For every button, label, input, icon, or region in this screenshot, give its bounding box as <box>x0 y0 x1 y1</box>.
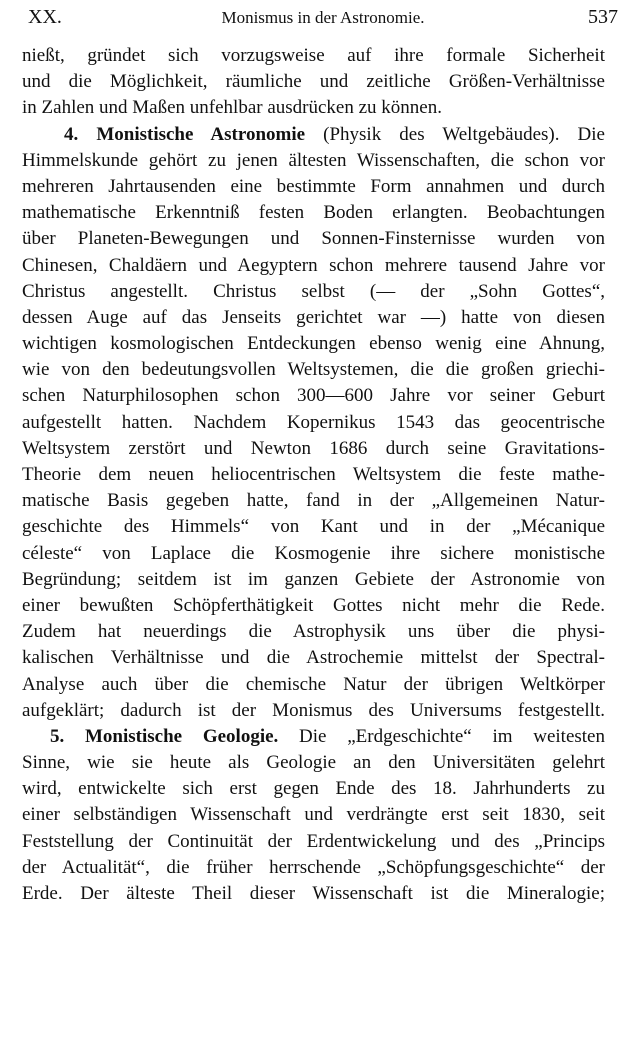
text-line <box>22 855 605 881</box>
text-line <box>22 672 605 698</box>
running-header <box>28 6 618 36</box>
text-line <box>22 436 605 462</box>
line-text: aufgeklärt; dadurch ist der Monismus des Universums festgestellt. <box>22 699 605 721</box>
text-line <box>22 541 605 567</box>
text-line <box>22 698 605 724</box>
section-heading: 5. Monistische Geologie. <box>50 725 279 747</box>
text-line <box>22 200 605 226</box>
line-text: mehreren Jahrtausenden eine bestimmte Form annahmen und durch <box>22 175 605 197</box>
text-line <box>22 619 605 645</box>
text-line <box>22 593 605 619</box>
running-title: Monismus in der Astronomie. <box>221 8 425 27</box>
text-line <box>22 802 605 828</box>
body-text <box>22 43 605 907</box>
line-text: wird, entwickelte sich erst gegen Ende des 18. Jahrhunderts zu <box>22 778 605 800</box>
text-line <box>22 253 605 279</box>
text-line <box>22 122 605 148</box>
line-text: schen Naturphilosophen schon 300—600 Jahre vor seiner Geburt <box>22 385 605 407</box>
line-text: der Actualität“, die früher herrschende „Schöpfungsgeschichte“ der <box>22 856 605 878</box>
line-text: kalischen Verhältnisse und die Astrochemie mittelst der Spectral- <box>22 647 605 669</box>
text-line <box>22 279 605 305</box>
line-text: Weltsystem zerstört und Newton 1686 durch seine Gravitations- <box>22 437 605 459</box>
text-line <box>22 357 605 383</box>
line-text: Feststellung der Continuität der Erdentwickelung und des „Princips <box>22 830 605 852</box>
line-text: Himmelskunde gehört zu jenen ältesten Wissenschaften, die schon vor <box>22 149 605 171</box>
text-line <box>22 331 605 357</box>
line-text: Theorie dem neuen heliocentrischen Weltsystem die feste mathe- <box>22 464 605 485</box>
text-line <box>22 69 605 95</box>
text-line <box>22 567 605 593</box>
line-text: Begründung; seitdem ist im ganzen Gebiete der Astronomie von <box>22 568 605 590</box>
line-text: (Physik des Weltgebäudes). Die <box>305 123 605 145</box>
line-text: und die Möglichkeit, räumliche und zeitliche Größen-Verhältnisse <box>22 71 605 93</box>
line-text: Analyse auch über die chemische Natur der übrigen Weltkörper <box>22 673 605 695</box>
line-text: geschichte des Himmels“ von Kant und in der „Mécanique <box>22 516 605 538</box>
line-text: aufgestellt hatten. Nachdem Kopernikus 1543 das geocentrische <box>22 411 605 433</box>
text-line <box>22 410 605 436</box>
line-text: in Zahlen und Maßen unfehlbar ausdrücken zu können. <box>22 97 442 119</box>
text-line <box>22 174 605 200</box>
line-text: Chinesen, Chaldäern und Aegyptern schon mehrere tausend Jahre vor <box>22 254 605 276</box>
line-text: wie von den bedeutungsvollen Weltsystemen, die die großen griechi- <box>22 359 605 381</box>
text-line <box>22 750 605 776</box>
text-line <box>22 829 605 855</box>
text-line <box>22 226 605 252</box>
line-text: Die „Erdgeschichte“ im weitesten <box>278 725 605 747</box>
line-text: Sinne, wie sie heute als Geologie an den Universitäten gelehrt <box>22 752 605 774</box>
text-line <box>22 645 605 671</box>
text-line <box>22 776 605 802</box>
text-line <box>22 305 605 331</box>
text-line <box>22 383 605 409</box>
line-text: über Planeten-Bewegungen und Sonnen-Finsternisse wurden von <box>22 228 605 250</box>
section-heading: 4. Monistische Astronomie <box>64 123 306 145</box>
line-text: céleste“ von Laplace die Kosmogenie ihre sichere monistische <box>22 542 605 564</box>
chapter-number: XX. <box>28 6 62 28</box>
page-number: 537 <box>588 6 618 28</box>
line-text: einer selbständigen Wissenschaft und verdrängte erst seit 1830, seit <box>22 804 605 826</box>
text-line <box>22 724 605 750</box>
line-text: dessen Auge auf das Jenseits gerichtet war —) hatte von diesen <box>22 306 605 328</box>
text-line <box>22 881 605 907</box>
line-text: matische Basis gegeben hatte, fand in der „Allgemeinen Natur- <box>22 490 605 512</box>
text-line <box>22 148 605 174</box>
text-line <box>22 488 605 514</box>
line-text: nießt, gründet sich vorzugsweise auf ihre formale Sicherheit <box>22 45 605 66</box>
text-line <box>22 95 605 121</box>
text-line <box>22 514 605 540</box>
text-line <box>22 43 605 69</box>
line-text: Christus angestellt. Christus selbst (— der „Sohn Gottes“, <box>22 280 605 302</box>
line-text: mathematische Erkenntniß festen Boden erlangten. Beobachtungen <box>22 202 605 224</box>
line-text: wichtigen kosmologischen Entdeckungen ebenso wenig eine Ahnung, <box>22 333 605 355</box>
line-text: Zudem hat neuerdings die Astrophysik uns über die physi- <box>22 621 605 643</box>
line-text: einer bewußten Schöpferthätigkeit Gottes nicht mehr die Rede. <box>22 594 605 616</box>
text-line <box>22 462 605 488</box>
line-text: Erde. Der älteste Theil dieser Wissenschaft ist die Mineralogie; <box>22 883 605 904</box>
